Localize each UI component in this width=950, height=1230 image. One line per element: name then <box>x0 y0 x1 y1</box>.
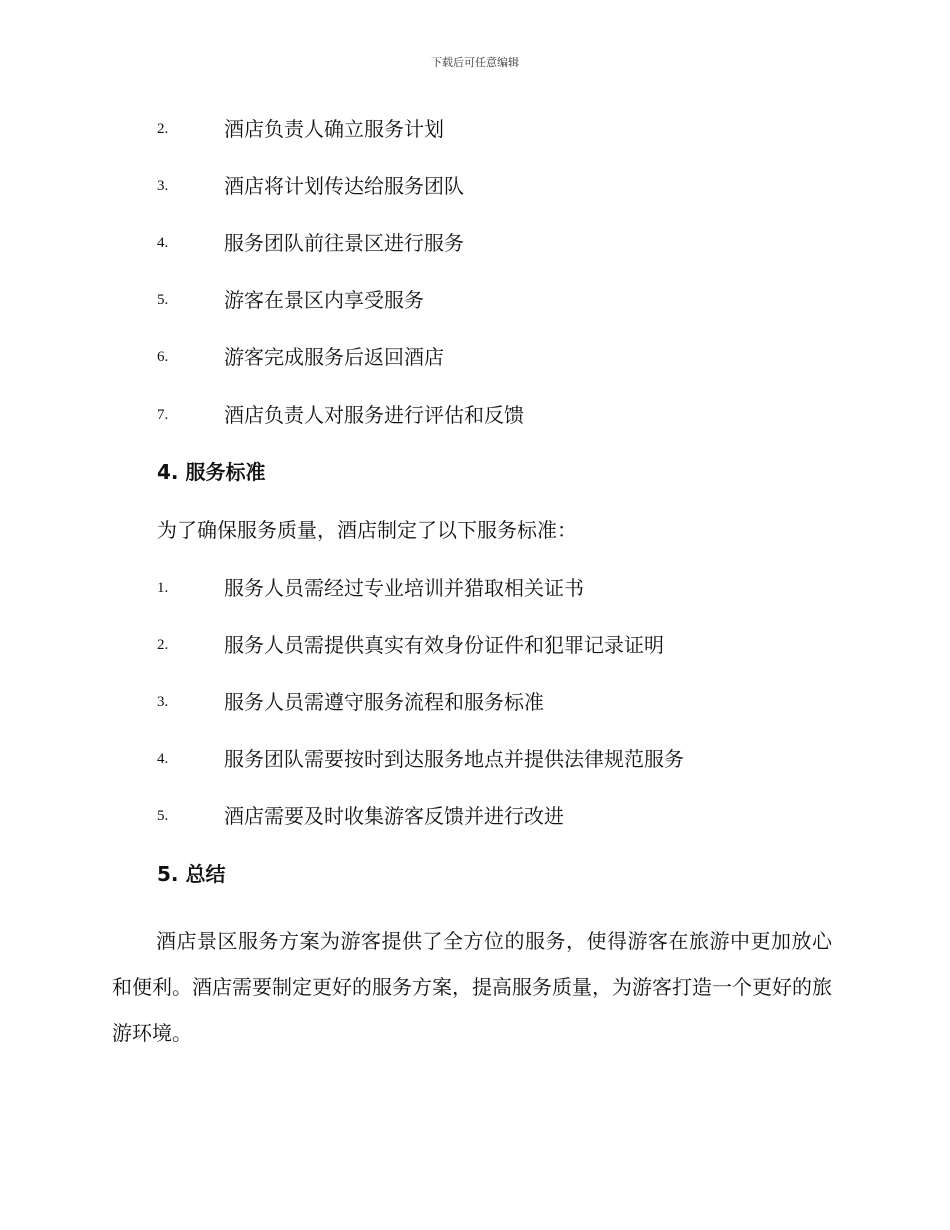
section-intro: 为了确保服务质量，酒店制定了以下服务标准： <box>157 518 577 542</box>
list-number: 7. <box>157 407 169 423</box>
list-number: 2. <box>157 121 169 137</box>
list-number: 3. <box>157 178 169 194</box>
list-item <box>157 286 837 316</box>
list-item <box>157 574 837 604</box>
list-text: 服务团队前往景区进行服务 <box>224 231 464 255</box>
list-text: 服务人员需遵守服务流程和服务标准 <box>224 690 544 714</box>
list-number: 3. <box>157 694 169 710</box>
list-text: 酒店负责人确立服务计划 <box>224 117 444 141</box>
list-number: 2. <box>157 637 169 653</box>
list-text: 酒店将计划传达给服务团队 <box>224 174 464 198</box>
list-item <box>157 802 837 832</box>
header-note: 下载后可任意编辑 <box>431 56 519 69</box>
list-number: 6. <box>157 349 169 365</box>
section-heading: 5. 总结 <box>157 862 226 886</box>
list-item <box>157 115 837 145</box>
list-number: 5. <box>157 808 169 824</box>
list-text: 服务人员需提供真实有效身份证件和犯罪记录证明 <box>224 633 664 657</box>
list-text: 游客在景区内享受服务 <box>224 288 424 312</box>
summary-paragraph: 酒店景区服务方案为游客提供了全方位的服务，使得游客在旅游中更加放心和便利。酒店需要制定更好的服务方案，提高服务质量，为游客打造一个更好的旅游环境。 <box>112 929 832 1045</box>
list-item <box>157 172 837 202</box>
list-number: 5. <box>157 292 169 308</box>
list-text: 酒店需要及时收集游客反馈并进行改进 <box>224 804 564 828</box>
list-text: 酒店负责人对服务进行评估和反馈 <box>224 403 524 427</box>
section-heading: 4. 服务标准 <box>157 460 266 484</box>
list-number: 4. <box>157 751 169 767</box>
list-item <box>157 401 837 431</box>
list-text: 游客完成服务后返回酒店 <box>224 345 444 369</box>
list-text: 服务团队需要按时到达服务地点并提供法律规范服务 <box>224 747 684 771</box>
list-item <box>157 343 837 373</box>
list-text: 服务人员需经过专业培训并猎取相关证书 <box>224 576 584 600</box>
list-item <box>157 631 837 661</box>
list-number: 1. <box>157 580 169 596</box>
list-item <box>157 745 837 775</box>
list-item <box>157 688 837 718</box>
list-item <box>157 229 837 259</box>
list-number: 4. <box>157 235 169 251</box>
